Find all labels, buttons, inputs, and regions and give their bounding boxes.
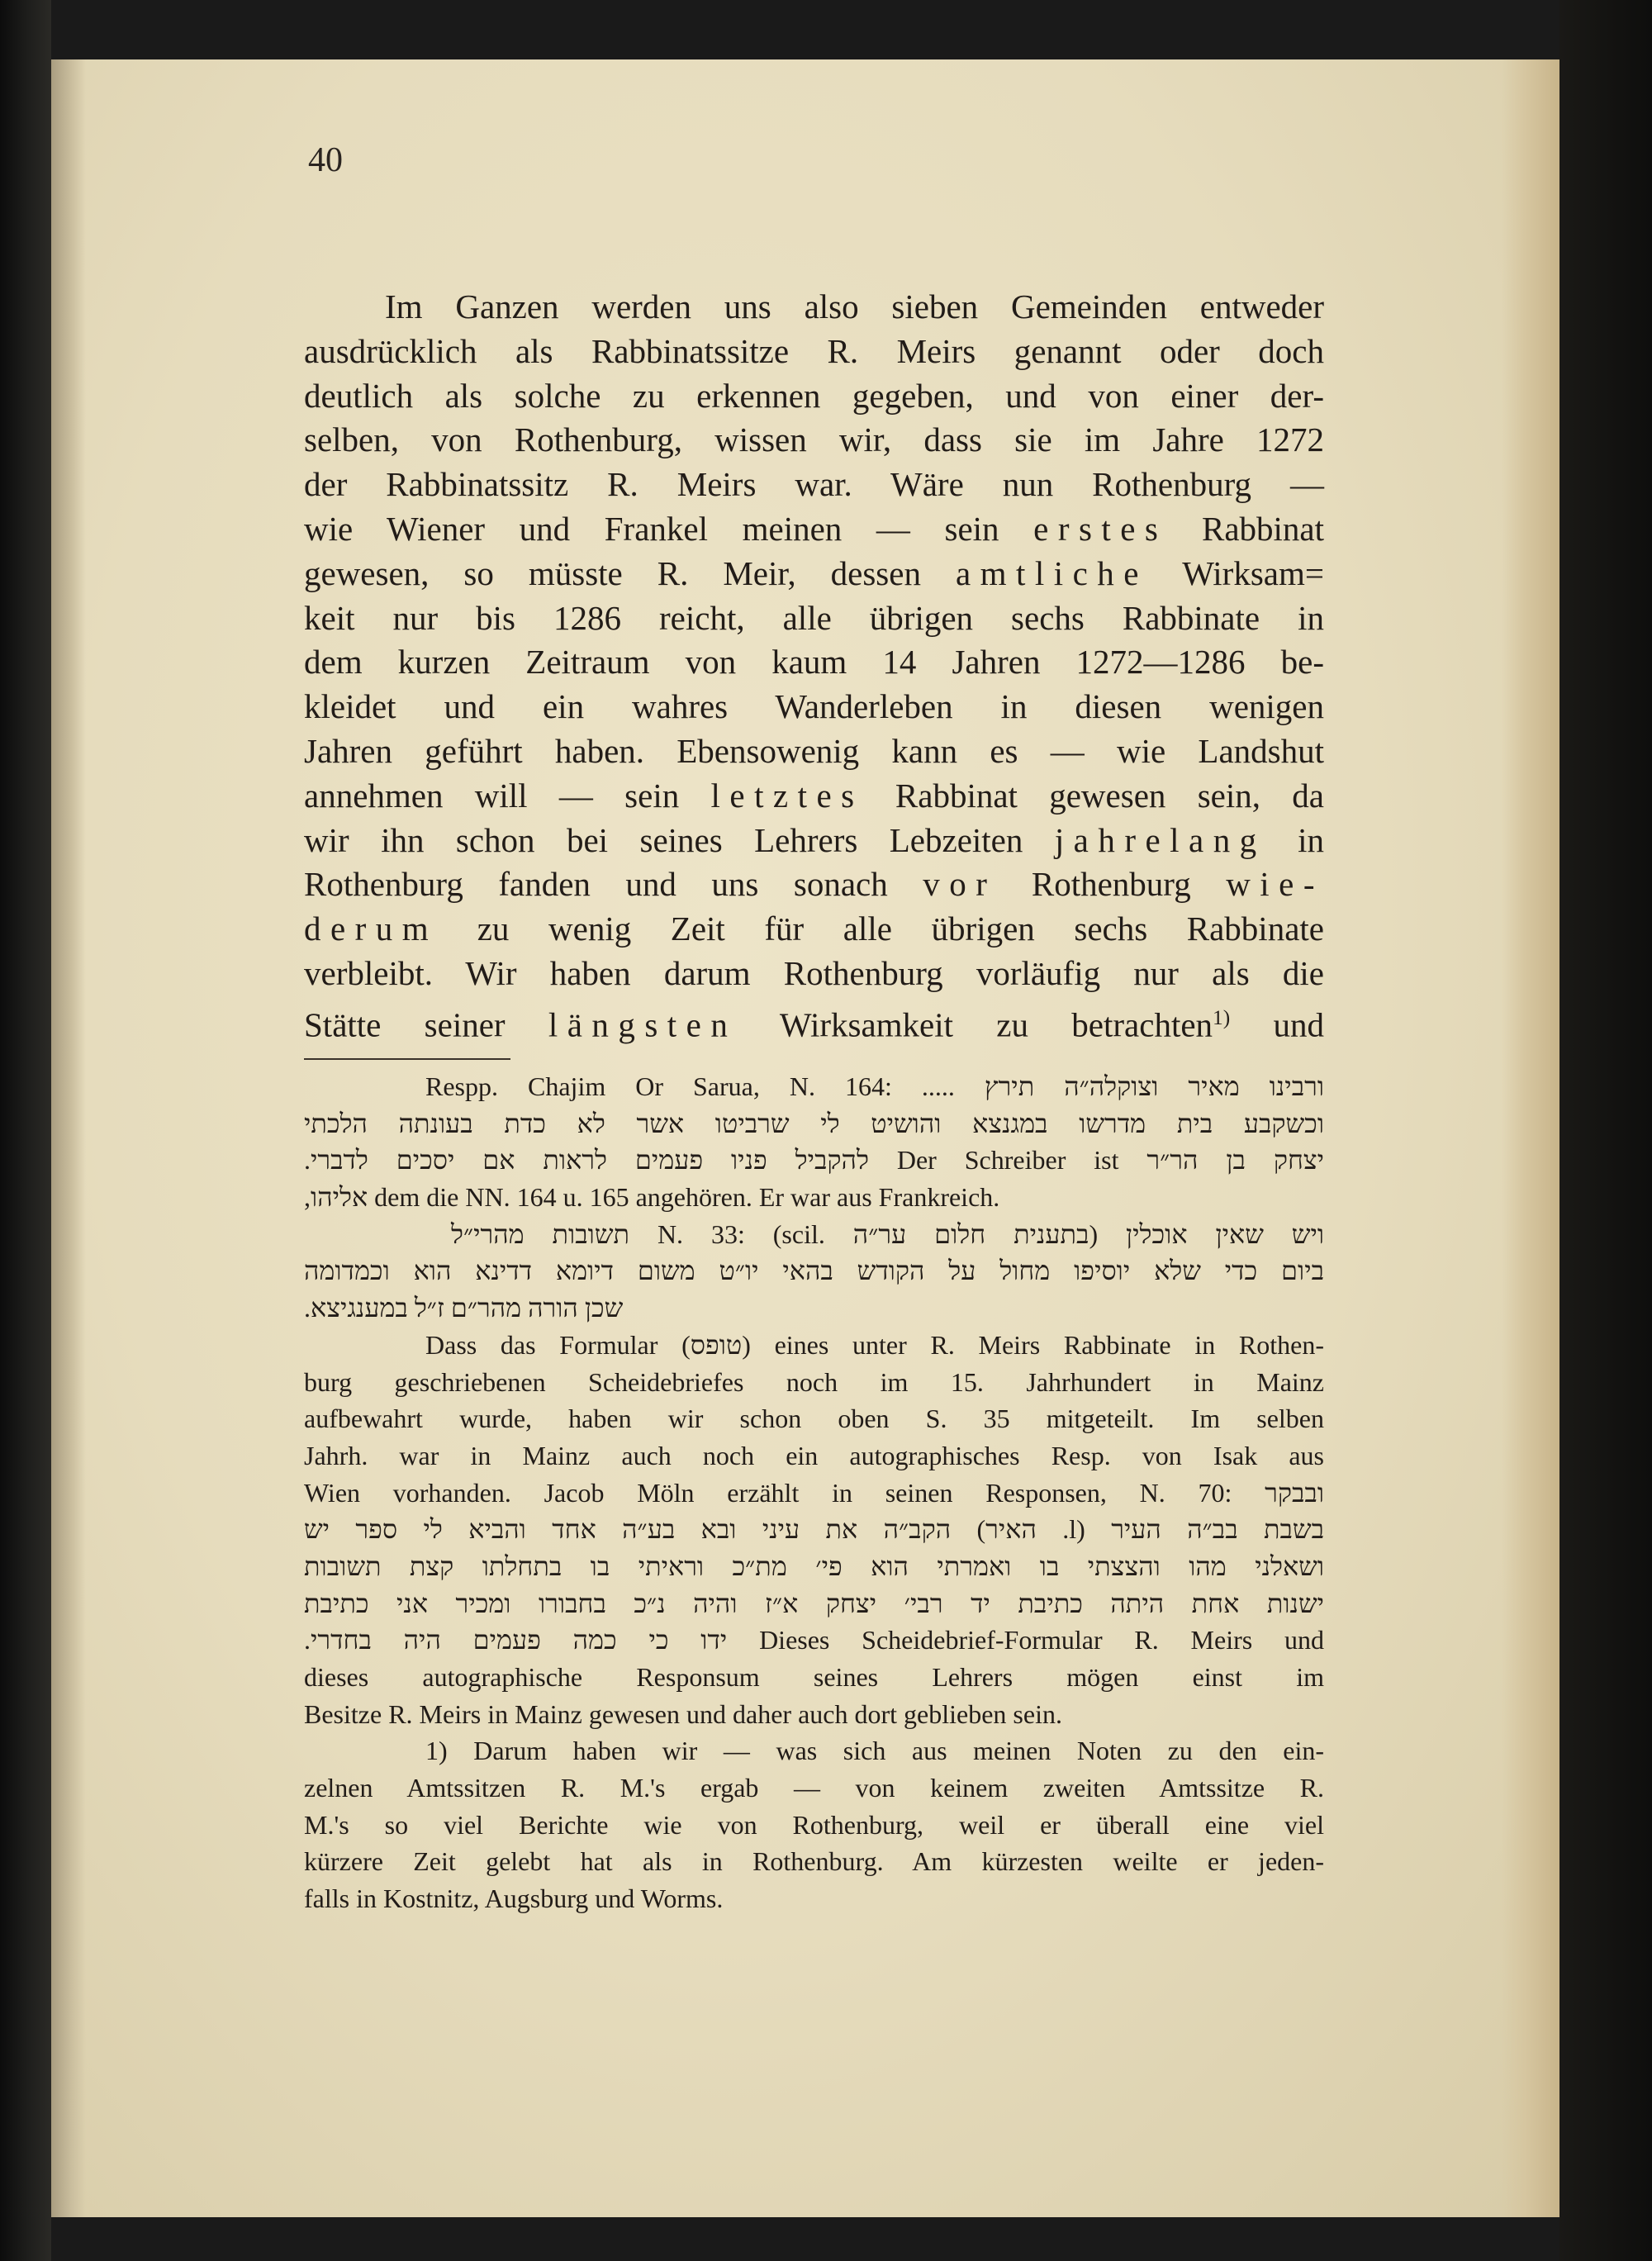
body-line	[304, 952, 1324, 996]
body-line-text: Rothenburg fanden und uns sonach	[304, 865, 923, 904]
body-line-text: Rabbinat	[1167, 509, 1325, 548]
footnote-line	[304, 1437, 1324, 1475]
footnote-line	[304, 1732, 1324, 1769]
footnote-line	[304, 1696, 1324, 1733]
footnote-line	[304, 1252, 1324, 1290]
body-line-text: Im Ganzen werden uns also sieben Gemeinden entweder	[385, 287, 1324, 325]
hebrew-text: ידו כי כמה פעמים היה בחדרי.	[304, 1625, 728, 1655]
body-line-text: wir ihn schon bei seines Lehrers Lebzeiten	[304, 820, 1055, 859]
footnote-text: burg geschriebenen Scheidebriefes noch im 15. Jahrhundert in Mainz	[304, 1366, 1324, 1397]
body-line-text: Stätte seiner	[304, 1005, 548, 1044]
footnote-text: kürzere Zeit gelebt hat als in Rothenburg. Am kürzesten weilte er jeden-	[304, 1846, 1324, 1877]
spaced-emphasis: letztes	[710, 776, 864, 815]
footnote-line	[304, 1400, 1324, 1437]
footnote-text: Jahrh. war in Mainz auch noch ein autographisches Resp. von Isak aus	[304, 1440, 1324, 1470]
hebrew-text: ובבקר	[1265, 1477, 1324, 1508]
body-line	[304, 774, 1324, 819]
body-line-text: in	[1265, 820, 1324, 859]
footnote-text: N. 33: (scil.	[657, 1218, 825, 1249]
page-gutter-shadow	[51, 59, 86, 2217]
body-line	[304, 374, 1324, 419]
footnote-line	[304, 1548, 1324, 1585]
body-line	[304, 907, 1324, 952]
hebrew-text: ושאלני מהו והצצתי בו ואמרתי הוא פי׳ מת״כ וראיתי בו בתחלתו קצת תשובות	[304, 1551, 1324, 1581]
footnote-line	[304, 1216, 1324, 1253]
footnote-line	[304, 1179, 1324, 1216]
footnote-text: Dass das Formular (טופס) eines unter R. Meirs Rabbinate in Rothen-	[425, 1329, 1325, 1360]
body-line	[304, 552, 1324, 596]
hebrew-text: יצחק בן הר״ר	[1146, 1145, 1325, 1176]
footnote-line	[304, 1659, 1324, 1696]
footnotes	[304, 1068, 1324, 1917]
footnote-line	[304, 1327, 1324, 1364]
body-line-text: selben, von Rothenburg, wissen wir, dass sie im Jahre 1272	[304, 420, 1324, 459]
footnote-line	[304, 1475, 1324, 1512]
hebrew-text: ורבינו מאיר וצוקלה״ה תירץ	[984, 1071, 1325, 1101]
body-line-text: kleidet und ein wahres Wanderleben in diesen wenigen	[304, 687, 1324, 726]
body-line-text: zu wenig Zeit für alle übrigen sechs Rabbinate	[438, 910, 1324, 948]
footnote-text: Wien vorhanden. Jacob Möln erzählt in seinen Responsen, N. 70:	[304, 1477, 1232, 1508]
footnote-line	[304, 1142, 1324, 1179]
main-paragraph	[304, 285, 1325, 1044]
footnote-text: dem die NN. 164 u. 165 angehören. Er war aus Frankreich.	[374, 1182, 1000, 1213]
body-line-text: der Rabbinatssitz R. Meirs war. Wäre nun Rothenburg —	[304, 465, 1324, 504]
body-line	[304, 729, 1324, 774]
body-line-text: annehmen will — sein	[304, 776, 711, 815]
page-edge	[1502, 59, 1559, 2217]
footnote-line	[304, 1622, 1324, 1659]
spaced-emphasis: wie-	[1226, 865, 1324, 904]
spaced-emphasis: derum	[304, 910, 439, 948]
footnote-text: zelnen Amtssitzen R. M.'s ergab — von keinem zweiten Amtssitze R.	[304, 1773, 1324, 1803]
body-line	[304, 862, 1324, 907]
body-line-text: gewesen, so müsste R. Meir, dessen	[304, 553, 956, 592]
hebrew-text: ביום כדי שלא יוסיפו מחול על הקודש בהאי יו״ט משום דיומא דדינא הוא וכמדומה	[304, 1256, 1324, 1286]
hebrew-text: ויש שאין אוכלין (בתענית חלום ער״ה	[852, 1218, 1325, 1249]
hebrew-text: ישנות אחת היתה כתיבת יד רבי׳ יצחק א״ז והיה נ״כ בחבורו ומכיר אני כתיבת	[304, 1588, 1324, 1618]
hebrew-text: להקביל פניו פעמים לראות אם יסכים לדברי.	[304, 1145, 869, 1176]
body-line-text: verbleibt. Wir haben darum Rothenburg vorläufig nur als die	[304, 953, 1324, 992]
body-line	[304, 596, 1324, 641]
body-line	[304, 463, 1324, 507]
footnote-line	[304, 1585, 1324, 1622]
body-line	[304, 819, 1324, 863]
body-line	[304, 507, 1324, 552]
footnote-line	[304, 1290, 1324, 1327]
footnote-text: Respp. Chajim Or Sarua, N. 164: .....	[425, 1071, 955, 1101]
footnote-separator	[304, 1058, 510, 1060]
spaced-emphasis: erstes	[1033, 509, 1168, 548]
spaced-emphasis: jahrelang	[1054, 820, 1266, 859]
footnote-line	[304, 1807, 1324, 1844]
body-line	[304, 996, 1324, 1044]
body-line-text: dem kurzen Zeitraum von kaum 14 Jahren 1272—1286 be-	[304, 643, 1324, 682]
body-line-text: deutlich als solche zu erkennen gegeben, und von einer der-	[304, 376, 1324, 415]
footnote-line	[304, 1511, 1324, 1548]
hebrew-text: שכן הורה מהר״ם ז״ל במענגיצא.	[304, 1293, 624, 1323]
footnote-text: 1) Darum haben wir — was sich aus meinen Noten zu den ein-	[425, 1736, 1324, 1766]
footnote-line	[304, 1068, 1324, 1105]
hebrew-text: בשבת בב״ה העיר (l. האיר) הקב״ה את עיני ובא בע״ה אחד והביא לי ספר יש	[304, 1514, 1325, 1545]
body-line	[304, 685, 1324, 729]
spaced-emphasis: amtliche	[955, 553, 1148, 592]
footnote-text: Besitze R. Meirs in Mainz gewesen und daher auch dort geblieben sein.	[304, 1698, 1062, 1729]
footnote-text: Dieses Scheidebrief-Formular R. Meirs und	[759, 1625, 1325, 1655]
body-line-text: Wirksam=	[1147, 553, 1324, 592]
footnote-text: aufbewahrt wurde, haben wir schon oben S. 35 mitgeteilt. Im selben	[304, 1404, 1324, 1434]
footnote-line	[304, 1880, 1324, 1917]
footnote-text: M.'s so viel Berichte wie von Rothenburg, weil er überall eine viel	[304, 1809, 1324, 1840]
spaced-emphasis: längsten	[548, 1005, 738, 1044]
book-cover-left	[0, 0, 51, 2261]
body-line-text: Rabbinat gewesen sein, da	[863, 776, 1324, 815]
body-line-text: Rothenburg	[996, 865, 1227, 904]
hebrew-text: וכשקבע בית מדרשו במגנצא והושיט לי שרביטו אשר לא כדת בעונתה הלכתי	[304, 1108, 1324, 1138]
footnote-line	[304, 1105, 1324, 1142]
footnote-text: dieses autographische Responsum seines Lehrers mögen einst im	[304, 1662, 1324, 1692]
page-number: 40	[308, 141, 343, 179]
body-line-text: Jahren geführt haben. Ebensowenig kann es — wie Landshut	[304, 731, 1324, 770]
footnote-line	[304, 1364, 1324, 1401]
body-line-text: Wirksamkeit zu betrachten	[737, 1005, 1213, 1044]
footnote-text: Der Schreiber ist	[896, 1145, 1119, 1176]
body-line-text: und	[1230, 1005, 1324, 1044]
spaced-emphasis: vor	[923, 865, 997, 904]
body-line-text: ausdrücklich als Rabbinatssitze R. Meirs genannt oder doch	[304, 331, 1324, 370]
body-line-text: keit nur bis 1286 reicht, alle übrigen sechs Rabbinate in	[304, 598, 1324, 637]
hebrew-text: אליהו,	[304, 1182, 368, 1213]
book-cover-right	[1559, 0, 1652, 2261]
body-line-text: wie Wiener und Frankel meinen — sein	[304, 509, 1034, 548]
body-line	[304, 640, 1324, 685]
body-line	[304, 418, 1324, 463]
body-line	[304, 330, 1324, 374]
hebrew-text: תשובות מהרי״ל	[451, 1218, 630, 1249]
footnote-reference: 1)	[1213, 1005, 1231, 1029]
footnote-line	[304, 1843, 1324, 1880]
footnote-text: falls in Kostnitz, Augsburg und Worms.	[304, 1883, 724, 1914]
footnote-line	[304, 1769, 1324, 1807]
body-line	[304, 285, 1324, 330]
